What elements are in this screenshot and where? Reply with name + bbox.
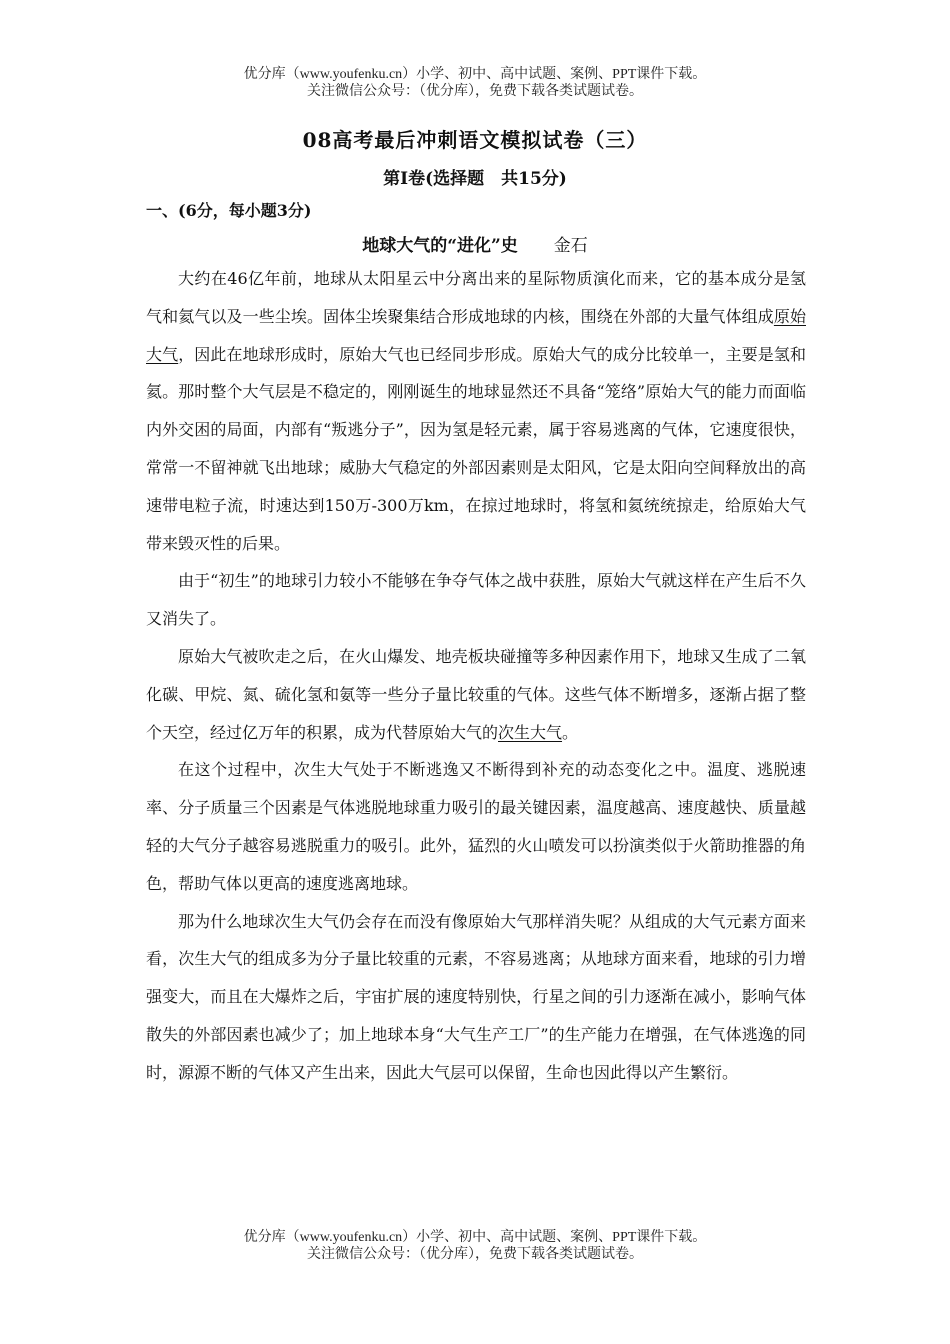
footer-line-2: 关注微信公众号：（优分库），免费下载各类试题试卷。 <box>307 1247 643 1262</box>
term-primitive-atmosphere: 原始大气 <box>146 306 806 364</box>
section-heading: 一、(6分，每小题3分) <box>146 201 312 220</box>
header-line-1: 优分库（www.youfenku.cn）小学、初中、高中试题、案例、PPT课件下载。 <box>243 67 707 82</box>
paragraph-1-text-a: 大约在46亿年前，地球从太阳星云中分离出来的星际物质演化而来，它的基本成分是氢气和氦气以及一些尘埃。固体尘埃聚集结合形成地球的内核，围绕在外部的大量气体组成 <box>146 269 806 326</box>
footer-line-1: 优分库（www.youfenku.cn）小学、初中、高中试题、案例、PPT课件下载。 <box>243 1230 707 1245</box>
exam-subtitle: 第Ⅰ卷(选择题 共15分) <box>383 169 567 189</box>
article-title: 地球大气的“进化”史 <box>362 236 518 256</box>
header-line-2: 关注微信公众号：（优分库），免费下载各类试题试卷。 <box>307 84 643 99</box>
article-heading <box>0 231 950 256</box>
paragraph-3 <box>146 638 806 751</box>
paragraph-5: 那为什么地球次生大气仍会存在而没有像原始大气那样消失呢？从组成的大气元素方面来看，次生大气的组成多为分子量比较重的元素，不容易逃离；从地球方面来看，地球的引力增强变大，而且在大爆炸之后，宇宙扩展的速度特别快，行星之间的引力逐渐在减小，影响气体散失的外部因素也减少了；加上地球本身“大气生产工厂”的生产能力在增强，在气体逃逸的同时，源源不断的气体又产生出来，因此大气层可以保留，生命也因此得以产生繁衍。 <box>146 911 806 1082</box>
article-author: 金石 <box>553 236 588 256</box>
exam-title: 08高考最后冲刺语文模拟试卷（三） <box>302 128 648 152</box>
page-footer <box>0 1229 950 1263</box>
paragraph-3-text-b: 。 <box>562 722 579 742</box>
paragraph-3-text-a: 原始大气被吹走之后，在火山爆发、地壳板块碰撞等多种因素作用下，地球又生成了二氧化碳、甲烷、氮、硫化氢和氨等一些分子量比较重的气体。这些气体不断增多，逐渐占据了整个天空，经过亿万年的积累，成为代替原始大气的 <box>146 646 806 742</box>
paragraph-1-text-b: ，因此在地球形成时，原始大气也已经同步形成。原始大气的成分比较单一，主要是氢和氦。那时整个大气层是不稳定的，刚刚诞生的地球显然还不具备“笼络”原始大气的能力而面临内外交困的局面，内部有“叛逃分子”，因为氢是轻元素，属于容易逃离的气体，它速度很快，常常一不留神就飞出地球；威胁大气稳定的外部因素则是太阳风，它是太阳向空间释放出的高速带电粒子流，时速达到150万-300万km，在掠过地球时，将氢和氦统统掠走，给原始大气带来毁灭性的后果。 <box>146 344 806 553</box>
paragraph-4: 在这个过程中，次生大气处于不断逃逸又不断得到补充的动态变化之中。温度、逃脱速率、分子质量三个因素是气体逃脱地球重力吸引的最关键因素，温度越高、速度越快、质量越轻的大气分子越容易逃脱重力的吸引。此外，猛烈的火山喷发可以扮演类似于火箭助推器的角色，帮助气体以更高的速度逃离地球。 <box>146 760 806 893</box>
article-body <box>146 260 806 1092</box>
page-header <box>0 66 950 100</box>
term-secondary-atmosphere: 次生大气 <box>498 722 563 742</box>
paragraph-2: 由于“初生”的地球引力较小不能够在争夺气体之战中获胜，原始大气就这样在产生后不久又消失了。 <box>146 571 806 629</box>
paragraph-1 <box>146 260 806 562</box>
